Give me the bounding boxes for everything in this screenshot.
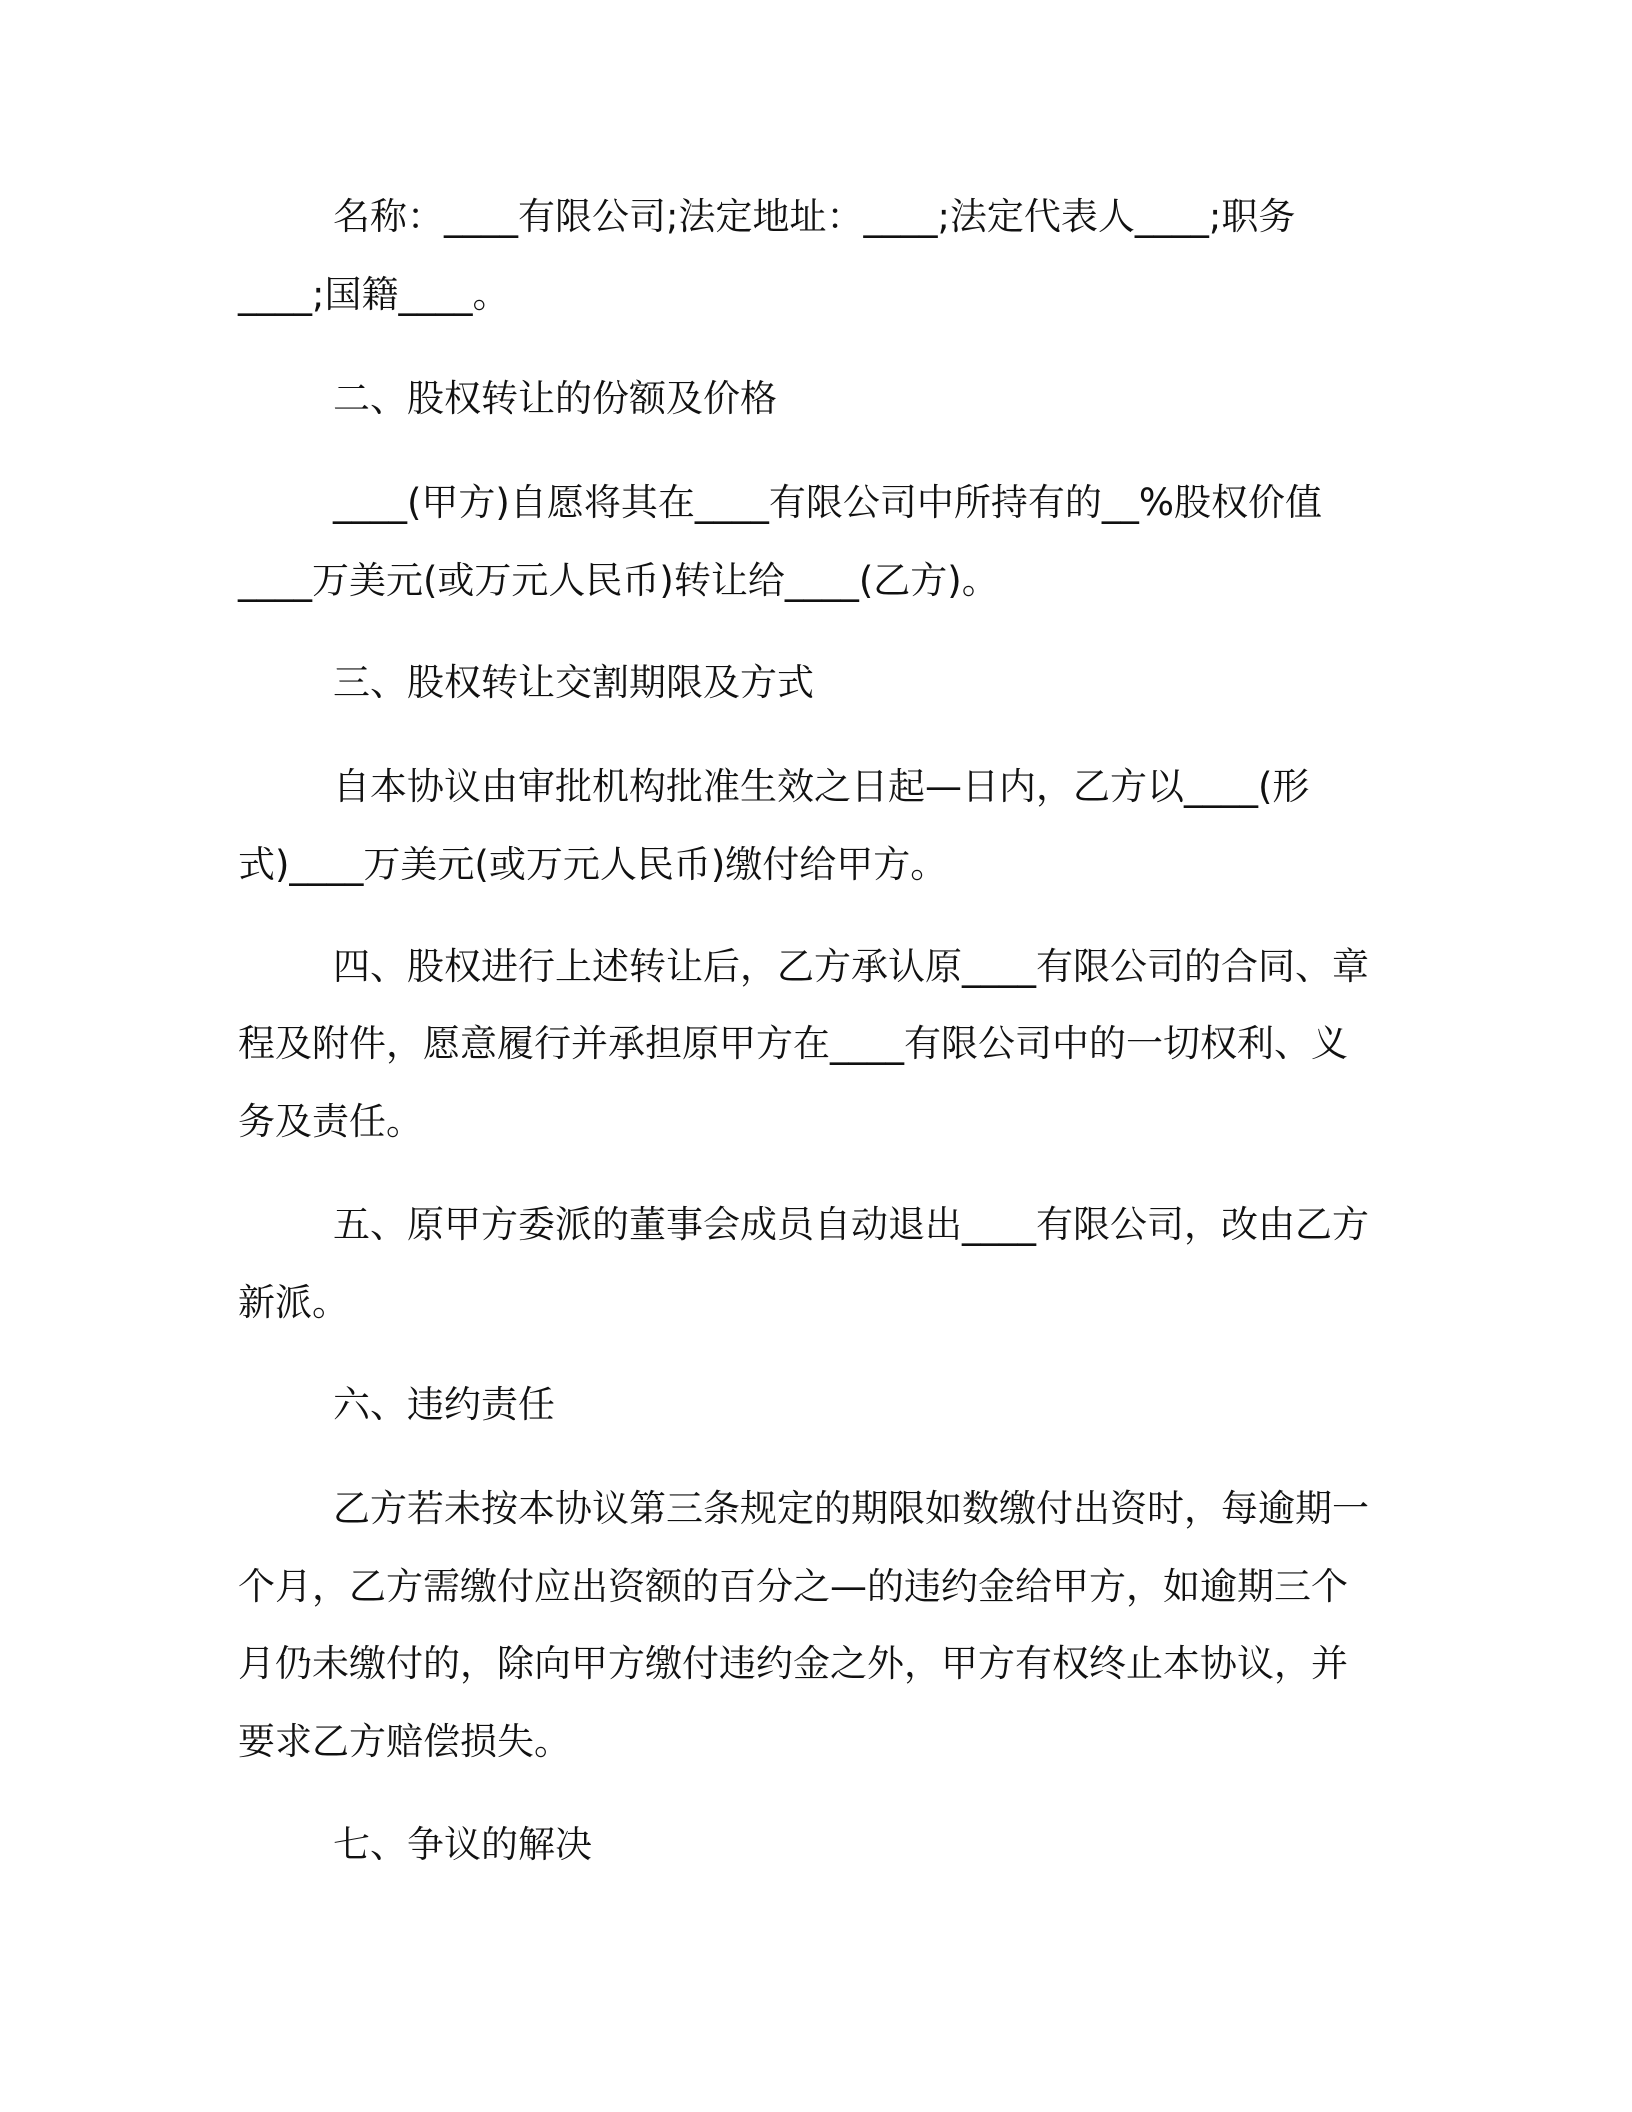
section-6-body-line-1: 乙方若未按本协议第三条规定的期限如数缴付出资时，每逾期一 (333, 1487, 1369, 1530)
section-4-line-3: 务及责任。 (238, 1100, 423, 1143)
section-5-line-2: 新派。 (238, 1281, 349, 1324)
section-2-body-line-1: ____(甲方)自愿将其在____有限公司中所持有的__%股权价值 (333, 481, 1323, 524)
party-b-info-line-2: ____;国籍____。 (238, 273, 510, 316)
section-3-body-line-2: 式)____万美元(或万元人民币)缴付给甲方。 (238, 843, 948, 886)
section-5-line-1: 五、原甲方委派的董事会成员自动退出____有限公司，改由乙方 (333, 1203, 1369, 1246)
section-6-heading: 六、违约责任 (333, 1383, 555, 1426)
section-2-body-line-2: ____万美元(或万元人民币)转让给____(乙方)。 (238, 559, 999, 602)
section-3-heading: 三、股权转让交割期限及方式 (333, 661, 814, 704)
section-3-body-line-1: 自本协议由审批机构批准生效之日起—日内，乙方以____(形 (333, 765, 1310, 808)
section-7-heading: 七、争议的解决 (333, 1823, 592, 1866)
section-2-heading: 二、股权转让的份额及价格 (333, 377, 777, 420)
section-6-body-line-4: 要求乙方赔偿损失。 (238, 1720, 571, 1763)
section-4-line-2: 程及附件，愿意履行并承担原甲方在____有限公司中的一切权利、义 (238, 1022, 1348, 1065)
section-4-line-1: 四、股权进行上述转让后，乙方承认原____有限公司的合同、章 (333, 945, 1369, 988)
section-6-body-line-2: 个月，乙方需缴付应出资额的百分之—的违约金给甲方，如逾期三个 (238, 1565, 1348, 1608)
party-b-info-line-1: 名称：____有限公司;法定地址：____;法定代表人____;职务 (333, 195, 1296, 238)
section-6-body-line-3: 月仍未缴付的，除向甲方缴付违约金之外，甲方有权终止本协议，并 (238, 1642, 1348, 1685)
